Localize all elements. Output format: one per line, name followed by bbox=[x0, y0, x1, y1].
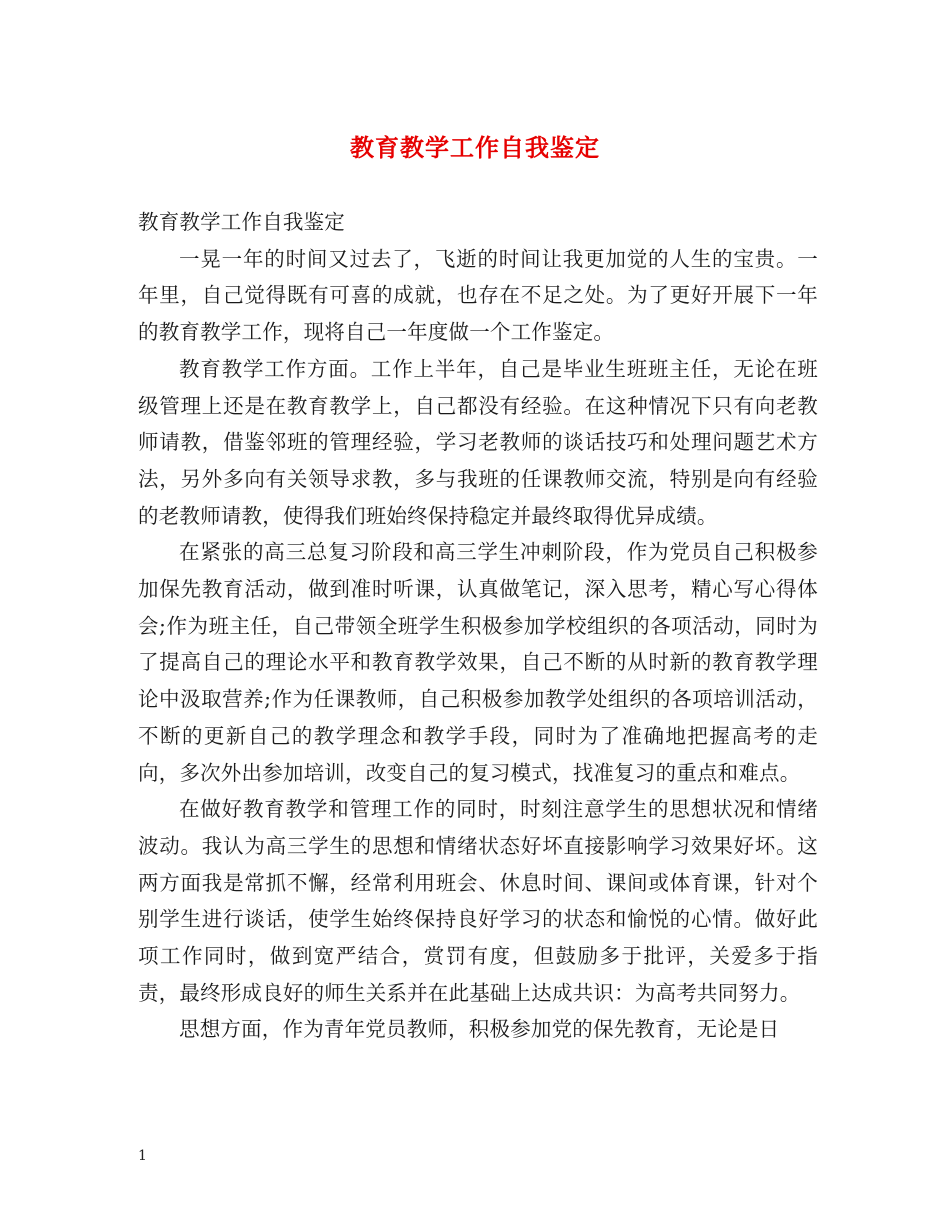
document-body bbox=[138, 204, 818, 1048]
document-title: 教育教学工作自我鉴定 bbox=[350, 133, 600, 162]
paragraph-intro: 一晃一年的时间又过去了，飞逝的时间让我更加觉的人生的宝贵。一年里，自己觉得既有可喜的成就，也存在不足之处。为了更好开展下一年的教育教学工作，现将自己一年度做一个工作鉴定。 bbox=[138, 246, 818, 345]
paragraph-student-mindset: 在做好教育教学和管理工作的同时，时刻注意学生的思想状况和情绪波动。我认为高三学生的思想和情绪状态好坏直接影响学习效果好坏。这两方面我是常抓不懈，经常利用班会、休息时间、课间或体育课，针对个别学生进行谈话，使学生始终保持良好学习的状态和愉悦的心情。做好此项工作同时，做到宽严结合，赏罚有度，但鼓励多于批评，关爱多于指责，最终形成良好的师生关系并在此基础上达成共识：为高考共同努力。 bbox=[138, 797, 818, 1005]
document-subtitle: 教育教学工作自我鉴定 bbox=[138, 210, 345, 234]
page-number: 1 bbox=[138, 1148, 147, 1164]
paragraph-ideology: 思想方面，作为青年党员教师，积极参加党的保先教育，无论是日 bbox=[179, 1017, 780, 1042]
paragraph-review-stage: 在紧张的高三总复习阶段和高三学生冲刺阶段，作为党员自己积极参加保先教育活动，做到准时听课，认真做笔记，深入思考，精心写心得体会;作为班主任，自己带领全班学生积极参加学校组织的各项活动，同时为了提高自己的理论水平和教育教学效果，自己不断的从时新的教育教学理论中汲取营养;作为任课教师，自己积极参加教学处组织的各项培训活动，不断的更新自己的教学理念和教学手段，同时为了准确地把握高考的走向，多次外出参加培训，改变自己的复习模式，找准复习的重点和难点。 bbox=[138, 540, 818, 785]
paragraph-teaching-work: 教育教学工作方面。工作上半年，自己是毕业生班班主任，无论在班级管理上还是在教育教学上，自己都没有经验。在这种情况下只有向老教师请教，借鉴邻班的管理经验，学习老教师的谈话技巧和处理问题艺术方法，另外多向有关领导求教，多与我班的任课教师交流，特别是向有经验的老教师请教，使得我们班始终保持稳定并最终取得优异成绩。 bbox=[138, 356, 818, 528]
